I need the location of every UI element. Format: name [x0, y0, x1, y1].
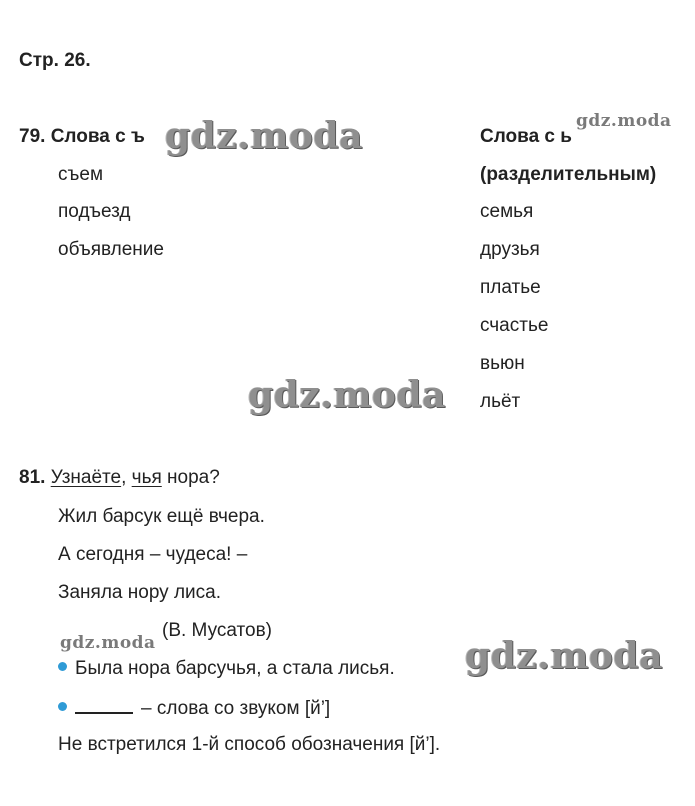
ex79-header-left: [19, 126, 145, 148]
watermark-gdz-moda: gdz.moda: [576, 111, 672, 131]
ex81-bullet-line-1: [58, 658, 395, 680]
ex81-comma: ,: [121, 467, 132, 488]
ex79-right-word-3: платье: [480, 277, 541, 298]
ex79-right-header-1: Слова с ь: [480, 126, 572, 147]
bullet-icon: [58, 662, 67, 671]
ex81-number: 81.: [19, 467, 46, 488]
watermark-gdz-moda: gdz.moda: [465, 635, 663, 677]
answer-blank-line: [75, 696, 133, 714]
ex79-right-word-1: семья: [480, 201, 534, 222]
watermark-gdz-moda: gdz.moda: [248, 374, 446, 416]
ex79-right-word-2: друзья: [480, 239, 540, 260]
ex81-bullet2-text: – слова со звуком [й’]: [141, 698, 331, 719]
ex79-right-word-5: вьюн: [480, 353, 525, 374]
ex79-left-word-1: съем: [58, 164, 104, 185]
ex79-left-word-3: объявление: [58, 239, 164, 260]
ex81-word-chya: чья: [131, 467, 162, 488]
ex81-author: (В. Мусатов): [162, 620, 273, 641]
ex81-poem-line-1: Жил барсук ещё вчера.: [58, 506, 265, 527]
ex81-bullet1-text: Была нора барсучья, а стала лисья.: [75, 658, 395, 679]
ex81-first-line: [19, 467, 220, 489]
ex81-poem-line-2: А сегодня – чудеса! –: [58, 544, 248, 565]
ex79-left-header: Слова с ъ: [50, 126, 145, 147]
watermark-gdz-moda: gdz.moda: [60, 633, 156, 653]
watermark-gdz-moda: gdz.moda: [165, 115, 363, 157]
ex81-bullet-line-2: [58, 696, 330, 720]
ex81-line1-rest: нора?: [161, 467, 220, 488]
bullet-icon: [58, 702, 67, 711]
ex79-right-word-4: счастье: [480, 315, 549, 336]
ex79-right-word-6: льёт: [480, 391, 521, 412]
page-label: Стр. 26.: [19, 50, 91, 71]
ex81-word-uznaete: Узнаёте: [50, 467, 122, 488]
ex81-final-line: Не встретился 1-й способ обозначения [й’].: [58, 734, 441, 755]
ex81-poem-line-3: Заняла нору лиса.: [58, 582, 221, 603]
ex79-number: 79.: [19, 126, 46, 147]
ex79-left-word-2: подъезд: [58, 201, 131, 222]
ex79-right-header-2: (разделительным): [480, 164, 657, 185]
